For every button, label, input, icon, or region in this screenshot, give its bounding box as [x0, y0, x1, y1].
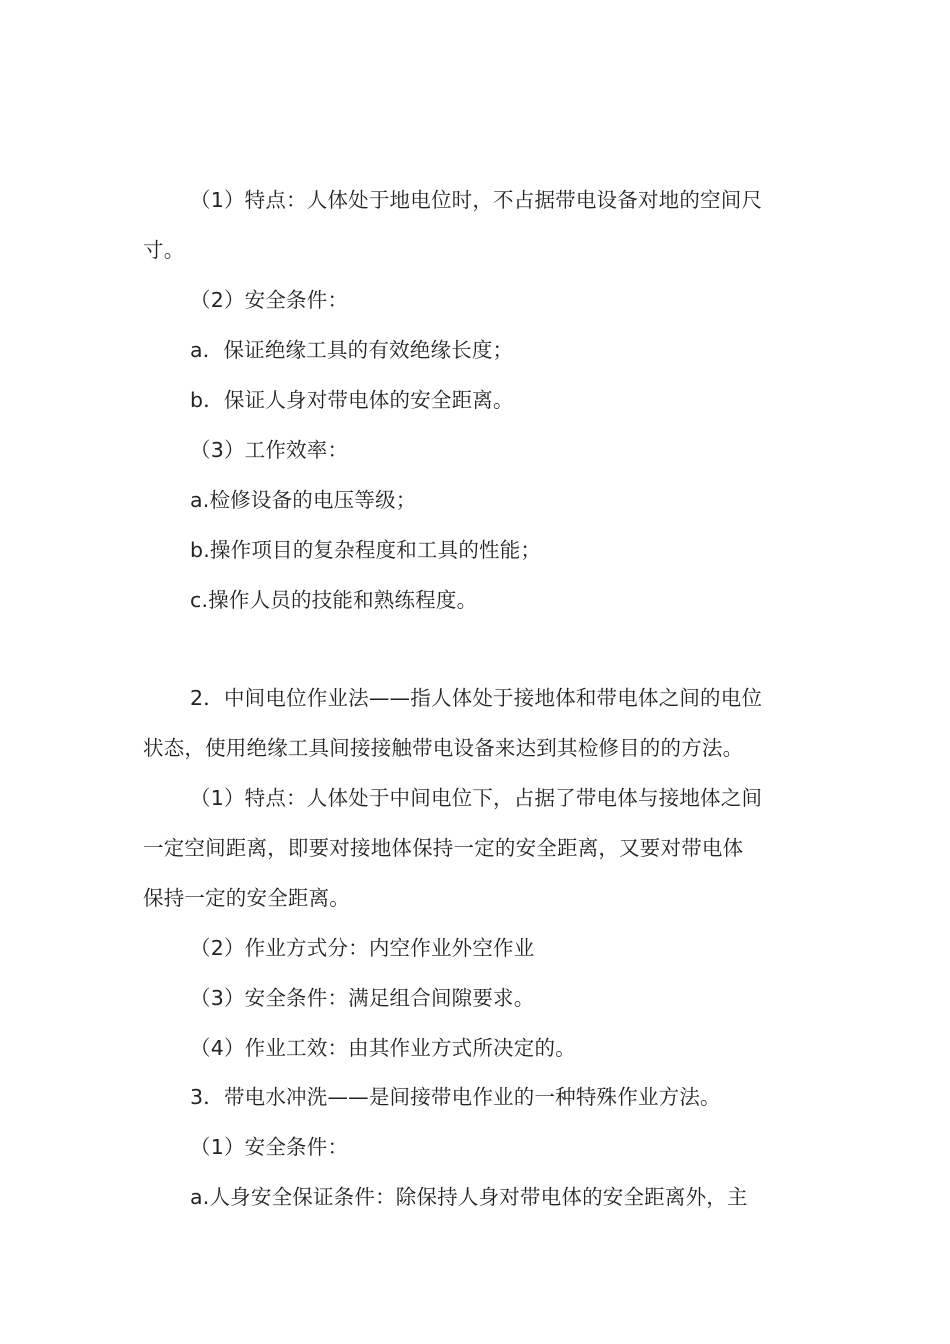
paragraph-line: b.操作项目的复杂程度和工具的性能； [190, 538, 542, 562]
paragraph-line: a.检修设备的电压等级； [190, 488, 417, 512]
paragraph-line: a．保证绝缘工具的有效绝缘长度； [190, 338, 514, 362]
paragraph-line: b．保证人身对带电体的安全距离。 [190, 388, 514, 412]
paragraph-line: 寸。 [143, 238, 185, 262]
paragraph-line: （3）安全条件：满足组合间隙要求。 [190, 986, 535, 1010]
paragraph-line: 保持一定的安全距离。 [143, 886, 350, 910]
paragraph-line: 3．带电水冲洗——是间接带电作业的一种特殊作业方法。 [190, 1085, 721, 1109]
paragraph-line: （2）安全条件： [190, 288, 349, 312]
paragraph-line: 状态，使用绝缘工具间接接触带电设备来达到其检修目的的方法。 [143, 736, 744, 760]
paragraph-line: （1）安全条件： [190, 1135, 349, 1159]
paragraph-line: （1）特点：人体处于地电位时，不占据带电设备对地的空间尺 [190, 188, 763, 212]
paragraph-line: 2．中间电位作业法——指人体处于接地体和带电体之间的电位 [190, 686, 763, 710]
paragraph-line: c.操作人员的技能和熟练程度。 [190, 588, 478, 612]
paragraph-line: （4）作业工效：由其作业方式所决定的。 [190, 1036, 576, 1060]
paragraph-line: （1）特点：人体处于中间电位下，占据了带电体与接地体之间 [190, 786, 763, 810]
paragraph-line: （3）工作效率： [190, 438, 349, 462]
paragraph-line: （2）作业方式分：内空作业外空作业 [190, 936, 535, 960]
paragraph-line: 一定空间距离，即要对接地体保持一定的安全距离，又要对带电体 [143, 836, 744, 860]
paragraph-line: a.人身安全保证条件：除保持人身对带电体的安全距离外，主 [190, 1185, 748, 1209]
